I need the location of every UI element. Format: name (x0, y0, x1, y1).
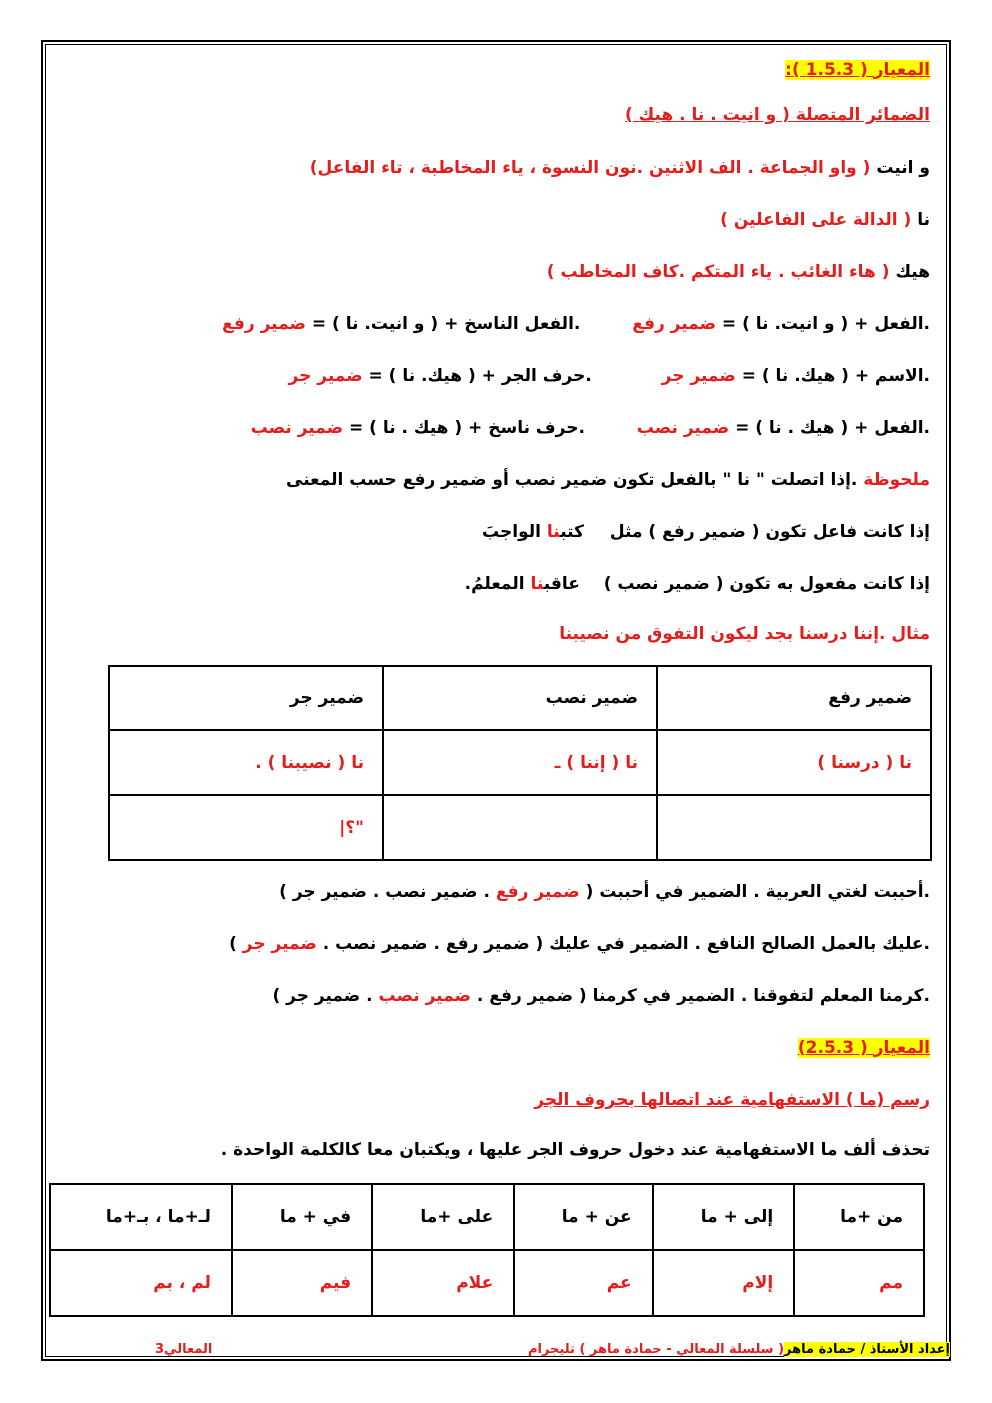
exercise-3-text: .كرمنا المعلم لتفوقنا . الضمير في كرمنا ( ضمير رفع . (476, 986, 930, 1006)
waniyat-content: ( واو الجماعة . الف الاثنين .نون النسوة ، ياء المخاطبة ، تاء الفاعل) (309, 158, 871, 178)
maf3ul-example-stem: عاقب (543, 574, 580, 594)
header-ila: إلى + ما (653, 1184, 795, 1250)
answer-ala: علام (372, 1250, 514, 1316)
hayk-prefix: هيك (895, 262, 930, 282)
exercise-1-text: .أحببت لغتي العربية . الضمير في أحببت ( (585, 882, 930, 902)
criterion-2-code: ( 2.5.3) (797, 1038, 868, 1058)
answer-fi: فيم (232, 1250, 372, 1316)
footer-credit (528, 1342, 950, 1357)
exercise-2-answer: ضمير جر (242, 934, 317, 954)
exercise-2-text: .عليك بالعمل الصالح النافع . الضمير في عليك ( ضمير رفع . ضمير نصب . (322, 934, 930, 954)
fa3il-example-na: نا (546, 522, 561, 542)
exercise-1 (279, 882, 930, 902)
cell-empty-1 (657, 795, 931, 860)
header-an: عن + ما (514, 1184, 652, 1250)
fa3il-line (482, 522, 930, 542)
footer-page: المعالي3 (155, 1342, 213, 1357)
criterion-1-label-text: المعيار (873, 60, 930, 80)
cell-jar: نا ( نصيبنا ) . (109, 730, 383, 795)
rule-3-b-result: ضمير نصب (250, 418, 344, 438)
example-line: مثال .إننا درسنا بجد ليكون التفوق من نصيبنا (559, 624, 930, 644)
criterion-2-heading (798, 1038, 930, 1058)
answer-an: عم (514, 1250, 652, 1316)
fa3il-text: إذا كانت فاعل تكون ( ضمير رفع ) مثل (609, 522, 930, 542)
header-raf3: ضمير رفع (657, 666, 931, 730)
maf3ul-example-rest: المعلمُ. (464, 574, 531, 594)
answer-ila: إلام (653, 1250, 795, 1316)
fa3il-example-stem: كتب (560, 522, 584, 542)
cell-mark: "؟| (109, 795, 383, 860)
exercise-2-options: ) (229, 934, 237, 954)
note-label: ملحوظة (863, 470, 930, 490)
answer-li-bi: لم ، بم (50, 1250, 232, 1316)
waniyat-line (310, 158, 930, 178)
criterion-2-label-text: المعيار (873, 1038, 930, 1058)
waniyat-prefix: و انيت (876, 158, 930, 178)
rule-1-a: .الفعل + ( و انيت. نا ) = (721, 314, 930, 334)
maf3ul-example-na: نا (530, 574, 544, 594)
rule-line-2 (289, 366, 931, 386)
cell-raf3: نا ( درسنا ) (657, 730, 931, 795)
preposition-table (49, 1183, 925, 1317)
rule-2-text: تحذف ألف ما الاستفهامية عند دخول حروف الجر عليها ، ويكتبان معا كالكلمة الواحدة . (220, 1140, 930, 1160)
note-text: .إذا اتصلت " نا " بالفعل تكون ضمير نصب أو ضمير رفع حسب المعنى (286, 470, 864, 490)
header-jar: ضمير جر (109, 666, 383, 730)
na-content: ( الدالة على الفاعلين ) (720, 210, 912, 230)
pronoun-table (108, 665, 932, 861)
header-nasb: ضمير نصب (383, 666, 657, 730)
fa3il-example-rest: الواجبَ (482, 522, 547, 542)
table-row (50, 1250, 924, 1316)
rule-2-a: .الاسم + ( هيك. نا ) = (741, 366, 930, 386)
rule-1-b: .الفعل الناسخ + ( و انيت. نا ) = (311, 314, 581, 334)
rule-line-3 (251, 418, 930, 438)
table-row (109, 666, 931, 730)
cell-empty-2 (383, 795, 657, 860)
rule-2-b: .حرف الجر + ( هيك. نا ) = (368, 366, 592, 386)
exercise-2 (229, 934, 930, 954)
maf3ul-line (465, 574, 930, 594)
note-line (286, 470, 930, 490)
rule-1-b-result: ضمير رفع (222, 314, 306, 334)
table-row (109, 730, 931, 795)
na-line (720, 210, 930, 230)
rule-3-a-result: ضمير نصب (636, 418, 730, 438)
header-fi: في + ما (232, 1184, 372, 1250)
maf3ul-text: إذا كانت مفعول به تكون ( ضمير نصب ) (603, 574, 930, 594)
exercise-1-answer: ضمير رفع (495, 882, 580, 902)
topic-1-title: الضمائر المتصلة ( و انيت . نا . هيك ) (624, 105, 930, 125)
na-prefix: نا (917, 210, 930, 230)
header-li-bi: لـ+ما ، بـ+ما (50, 1184, 232, 1250)
topic-2-title: رسم (ما ) الاستفهامية عند اتصالها بحروف الجر (534, 1090, 930, 1110)
footer-author: إعداد الأستاذ / حمادة ماهر (784, 1342, 950, 1357)
header-ala: على +ما (372, 1184, 514, 1250)
rule-line-1 (222, 314, 930, 334)
criterion-1-code: ( 1.5.3 ): (785, 60, 868, 80)
criterion-1-label (785, 60, 930, 80)
exercise-1-options: . ضمير نصب . ضمير جر ) (279, 882, 490, 902)
criterion-1-heading (785, 60, 930, 80)
rule-2-a-result: ضمير جر (661, 366, 736, 386)
hayk-line (547, 262, 930, 282)
answer-min: مم (794, 1250, 924, 1316)
cell-nasb: نا ( إننا ) ـ (383, 730, 657, 795)
hayk-content: ( هاء الغائب . ياء المتكم .كاف المخاطب ) (546, 262, 890, 282)
exercise-3 (272, 986, 930, 1006)
exercise-3-options: . ضمير جر ) (272, 986, 373, 1006)
table-row (50, 1184, 924, 1250)
footer-series: ( سلسلة المعالي - حمادة ماهر ) تليجرام (527, 1342, 785, 1357)
criterion-2-label (798, 1038, 930, 1058)
rule-3-b: .حرف ناسخ + ( هيك . نا ) = (348, 418, 585, 438)
header-min: من +ما (794, 1184, 924, 1250)
rule-2-b-result: ضمير جر (288, 366, 363, 386)
exercise-3-answer: ضمير نصب (378, 986, 471, 1006)
rule-3-a: .الفعل + ( هيك . نا ) = (735, 418, 930, 438)
table-row (109, 795, 931, 860)
rule-1-a-result: ضمير رفع (632, 314, 716, 334)
